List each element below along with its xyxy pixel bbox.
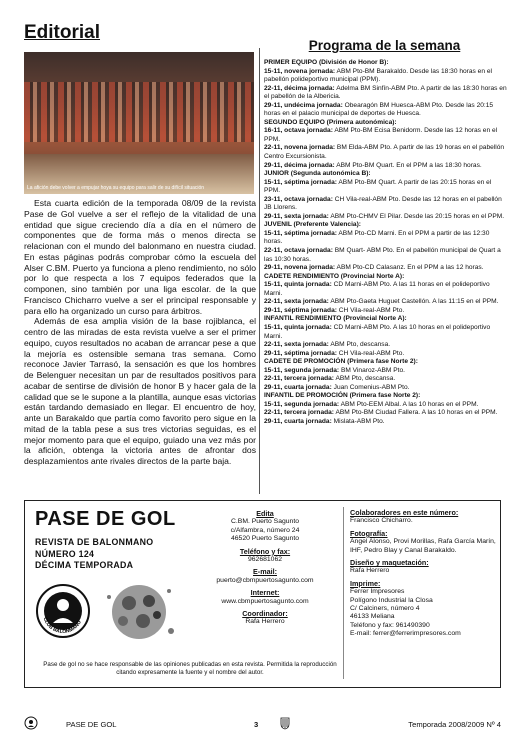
schedule-day: 16-11, octava jornada:	[264, 127, 333, 135]
schedule-section-heading: INFANTIL RENDIMIENTO (Provincial Norte A):	[264, 315, 407, 323]
internet-heading: Internet:	[250, 588, 280, 598]
editorial-paragraph: Además de esa amplia visión de la base rojiblanca, el centro de las miradas de esta revista vuelve a ser el primer equipo, cuyos resultados no acaban de arrancar pese a que la mejoría es ostensible semana tras semana. Como reconoce Javier Tarrasó, la sensación es que los hombres de Belenguer necesitan un par de resultados positivos para acabar de sentirse de división de honor B y hacer gala de la calidad que se le supone a la plantilla, aunque esas victorias están tardando demasiado en llegar. El encuentro de hoy, ante un Barakaldo que partía como favorito pero sigue en la mitad de la tabla pese a sus tres victorias seguidas, es el mejor momento para que el equipo, guiado una vez más por la afición, obtenga la victoria antes de afrontar dos desplazamientos ante rivales directos de la parte baja.	[24, 316, 256, 466]
subtitle-line: NÚMERO 124	[35, 548, 95, 559]
schedule-detail: ABM Pto-CD Calasanz. En el PPM a las 12 horas.	[335, 264, 484, 272]
coordinator-heading: Coordinador:	[242, 609, 288, 619]
schedule-day: 15-11, quinta jornada:	[264, 281, 332, 289]
phone-heading: Teléfono y fax:	[239, 546, 291, 556]
programa-title: Programa de la semana	[308, 38, 461, 53]
edita-line: C.BM. Puerto Sagunto	[230, 518, 299, 526]
schedule-entry	[264, 401, 507, 410]
printer-heading: Imprime:	[350, 578, 381, 588]
schedule-entry	[264, 341, 507, 350]
schedule-entry	[264, 324, 507, 341]
schedule-entry	[264, 196, 507, 213]
city-shield-icon	[280, 717, 290, 730]
email-link[interactable]: puerto@cbmpuertosagunto.com	[216, 576, 314, 584]
schedule-entry	[264, 127, 507, 144]
schedule-day: 22-11, décima jornada:	[264, 84, 335, 92]
printer-line: E-mail: ferrer@ferrerimpresores.com	[350, 630, 461, 638]
schedule-detail: ABM Pto, descansa.	[334, 375, 396, 383]
photography-value: Ángel Alonso, Provi Morillas, Rafa García Marín, IHF, Pedro Blay y Canal Barakaldo.	[350, 538, 496, 554]
publisher-column	[191, 507, 339, 631]
schedule-detail: CH Vila-real-ABM Pto.	[336, 349, 405, 357]
schedule-entry	[264, 350, 507, 359]
edita-line: c/Alfambra, número 24	[230, 526, 300, 534]
website-link[interactable]: www.cbmpuertosagunto.com	[221, 597, 309, 605]
schedule-entry	[264, 375, 507, 384]
schedule-detail: ABM Pto-BM Ecisa Benidorm. Desde las 12 horas en el PPM.	[264, 127, 498, 143]
schedule-entry	[264, 264, 507, 273]
schedule-list	[264, 59, 507, 427]
schedule-entry	[264, 298, 507, 307]
schedule-day: 15-11, quinta jornada:	[264, 323, 332, 331]
edita-heading: Edita	[256, 509, 274, 518]
phone-value: 962681062	[247, 556, 283, 564]
schedule-detail: ABM Pto-BM Ciudad Fallera. A las 10 horas en el PPM.	[334, 409, 498, 417]
schedule-detail: BM Quart- ABM Pto. En el pabellón municipal de Quart a las 10:30 horas.	[264, 247, 501, 263]
schedule-day: 15-11, novena jornada:	[264, 67, 336, 75]
handball-illustration	[99, 581, 179, 643]
schedule-entry	[264, 307, 507, 316]
credits-box	[24, 500, 501, 688]
editorial-body	[24, 198, 256, 467]
magazine-title: PASE DE GOL	[35, 508, 176, 530]
schedule-entry	[264, 213, 507, 222]
magazine-subtitle	[35, 537, 153, 572]
schedule-detail: ABM Pto, descansa.	[328, 341, 391, 349]
schedule-entry	[264, 144, 507, 161]
schedule-detail: ABM Pto-EEM Albal. A las 10 horas en el PPM.	[339, 400, 479, 408]
schedule-detail: BM Elda-ABM Pto. A partir de las 19 horas en el pabellón Centro Excursionista.	[264, 144, 505, 161]
page-footer	[24, 720, 501, 732]
schedule-entry	[264, 162, 507, 171]
schedule-detail: BM Vinaroz-ABM Pto.	[339, 366, 405, 374]
schedule-section-heading: CADETE RENDIMIENTO (Provincial Norte A):	[264, 272, 405, 280]
schedule-detail: CH Vila-real-ABM Pto. Desde las 12 horas en el pabellón JB Llorens.	[264, 195, 502, 212]
schedule-day: 15-11, segunda jornada:	[264, 400, 340, 408]
schedule-day: 29-11, cuarta jornada:	[264, 417, 332, 425]
footer-season: Temporada 2008/2009 Nº 4	[408, 720, 501, 729]
schedule-day: 29-11, décima jornada:	[264, 161, 335, 169]
schedule-detail: ABM Pto-CHMV El Pilar. Desde las 20:15 horas en el PPM.	[328, 212, 505, 220]
disclaimer-text: Pase de gol no se hace responsable de las opiniones publicadas en esta revista. Permitida la reproducción citando expresamente la fuente y el nombre del autor.	[43, 661, 337, 676]
coordinator-value: Rafa Herrero	[245, 618, 285, 626]
schedule-entry	[264, 409, 507, 418]
logo-text: CLUB BALONMANO	[41, 616, 83, 636]
schedule-detail: ABM Pto-Gaeta Huguet Castellón. A las 11:15 en el PPM.	[328, 298, 499, 306]
page-number: 3	[254, 720, 259, 729]
subtitle-line: REVISTA DE BALONMANO	[35, 537, 154, 547]
schedule-day: 22-11, octava jornada:	[264, 247, 333, 255]
collaborators-heading: Colaboradores en este número:	[350, 508, 459, 517]
schedule-day: 15-11, séptima jornada:	[264, 229, 337, 237]
schedule-detail: Adelma BM Sinfín-ABM Pto. A partir de las 18:30 horas en el pabellón de la Albericia.	[264, 84, 507, 101]
schedule-section-heading: CADETE DE PROMOCIÓN (Primera fase Norte 2):	[264, 358, 418, 366]
printer-line: Polígono Industrial la Closa	[350, 596, 433, 604]
schedule-day: 22-11, tercera jornada:	[264, 375, 335, 383]
schedule-detail: Juan Comenius-ABM Pto.	[331, 383, 410, 391]
design-value: Rafa Herrero	[350, 567, 390, 575]
photography-heading: Fotografía:	[350, 528, 388, 538]
schedule-day: 29-11, sexta jornada:	[264, 212, 329, 220]
schedule-day: 29-11, cuarta jornada:	[264, 383, 332, 391]
schedule-day: 15-11, segunda jornada:	[264, 366, 340, 374]
schedule-section-heading: JUVENIL (Preferente Valencia):	[264, 221, 361, 229]
schedule-day: 29-11, séptima jornada:	[264, 349, 337, 357]
schedule-section-heading: SEGUNDO EQUIPO (Primera autonómica):	[264, 118, 397, 126]
schedule-day: 22-11, novena jornada:	[264, 144, 336, 152]
schedule-entry	[264, 281, 507, 298]
schedule-detail: ABM Pto-CD Marni. En el PPM a partir de las 12:30 horas.	[264, 229, 490, 246]
printer-line: Ferrer Impresores	[350, 588, 405, 596]
schedule-entry	[264, 102, 507, 119]
schedule-entry	[264, 230, 507, 247]
photo-caption: La afición debe volver a empujar hoya su equipo para salir de su difícil situación	[27, 185, 205, 191]
schedule-day: 29-11, undécima jornada:	[264, 101, 343, 109]
schedule-day: 15-11, séptima jornada:	[264, 178, 337, 186]
schedule-entry	[264, 85, 507, 102]
editorial-title: Editorial	[24, 22, 101, 43]
schedule-day: 22-11, tercera jornada:	[264, 409, 335, 417]
schedule-entry	[264, 179, 507, 196]
club-logo	[35, 583, 91, 639]
column-divider	[259, 48, 260, 494]
printer-line: 46133 Meliana	[350, 613, 395, 621]
schedule-detail: CH Vila-real-ABM Pto.	[336, 306, 405, 314]
schedule-day: 23-11, octava jornada:	[264, 195, 333, 203]
printer-line: Teléfono y fax: 961490390	[350, 621, 430, 629]
footer-brand: PASE DE GOL	[66, 720, 117, 729]
edita-line: 46520 Puerto Sagunto	[230, 535, 300, 543]
collaborators-value: Francisco Chicharro.	[350, 517, 413, 525]
schedule-section-heading: PRIMER EQUIPO (División de Honor B):	[264, 59, 389, 66]
schedule-section-heading: INFANTIL DE PROMOCIÓN (Primera fase Norte 2):	[264, 392, 421, 400]
club-emblem-icon	[24, 716, 38, 730]
schedule-detail: ABM Pto-BM Quart. En el PPM a las 18:30 horas.	[334, 161, 482, 169]
schedule-day: 22-11, sexta jornada:	[264, 298, 329, 306]
schedule-entry	[264, 367, 507, 376]
design-heading: Diseño y maquetación:	[350, 558, 429, 568]
printer-line: C/ Calciners, número 4	[350, 605, 420, 613]
schedule-day: 29-11, novena jornada:	[264, 264, 336, 272]
schedule-entry	[264, 68, 507, 85]
schedule-day: 22-11, sexta jornada:	[264, 341, 329, 349]
schedule-section-heading: JUNIOR (Segunda autonómica B):	[264, 170, 371, 178]
schedule-detail: CD Marni-ABM Pto. A las 11 horas en el polideportivo Marni.	[264, 281, 490, 297]
schedule-day: 29-11, séptima jornada:	[264, 306, 337, 314]
editorial-paragraph: Esta cuarta edición de la temporada 08/09 de la revista Pase de Gol vuelve a ser el reflejo de la vitalidad de una entidad que sigue creciendo día a día en el número de componentes que de forma más o menos directa se relacionan con el mundo del balonmano en nuestra ciudad. En estas páginas podrás comprobar cómo la escuela del Alser C.BM. Puerto ya funciona a pleno rendimiento, no sólo por lo que respecta a los 7 equipos federados que la componen, sino también por una liga escolar. de la que Francisco Chicharro vuelve a ser el principal responsable y para ello ha organizado un curso para árbitros.	[24, 198, 256, 316]
subtitle-line: DÉCIMA TEMPORADA	[35, 560, 134, 570]
email-heading: E-mail:	[253, 567, 277, 577]
schedule-entry	[264, 418, 507, 427]
schedule-detail: Mislata-ABM Pto.	[331, 417, 385, 425]
schedule-detail: CD Marni-ABM Pto. A las 10 horas en el polideportivo Marni.	[264, 323, 491, 340]
schedule-detail: ABM Pto-BM Quart. A partir de las 20:15 horas en el PPM.	[264, 178, 492, 195]
schedule-detail: ABM Pto-BM Barakaldo. Desde las 18:30 horas en el pabellón polideportivo municipal (PPM).	[264, 67, 492, 84]
contributors-column	[350, 507, 496, 643]
schedule-detail: Obearagón BM Huesca-ABM Pto. Desde las 20:15 horas en el palacio municipal de deportes de Huesca.	[264, 101, 494, 118]
schedule-entry	[264, 247, 507, 264]
editorial-photo	[24, 52, 254, 194]
